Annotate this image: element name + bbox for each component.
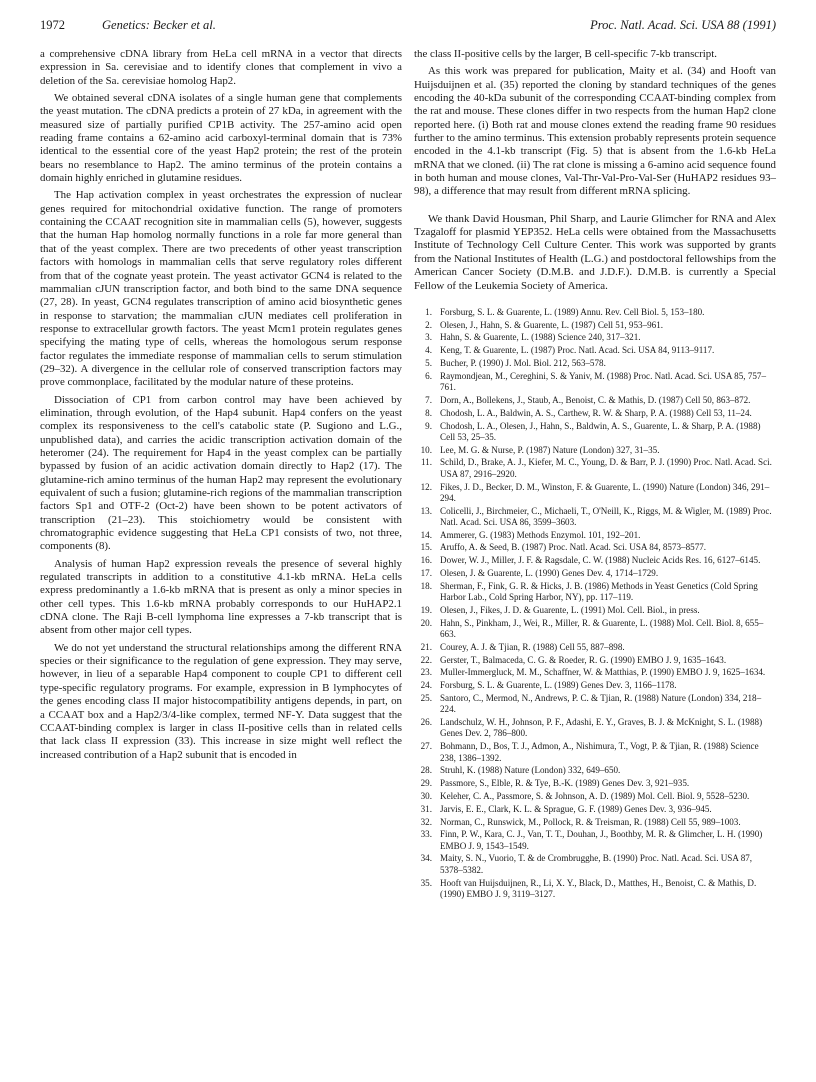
reference-text: Norman, C., Runswick, M., Pollock, R. & Treisman, R. (1988) Cell 55, 989–1003. xyxy=(440,816,741,827)
reference-item xyxy=(414,791,776,802)
reference-text: Hooft van Huijsduijnen, R., Li, X. Y., Black, D., Matthes, H., Benoist, C. & Mathis, D. (1990) EMBO J. 9, 3119–3127. xyxy=(440,877,757,899)
right-column xyxy=(414,48,776,902)
reference-item xyxy=(414,581,776,604)
reference-text: Fikes, J. D., Becker, D. M., Winston, F. & Guarente, L. (1990) Nature (London) 346, 291–294. xyxy=(440,481,770,503)
reference-number: 3. xyxy=(425,332,432,343)
reference-number: 32. xyxy=(420,816,432,827)
reference-text: Olesen, J., Fikes, J. D. & Guarente, L. (1991) Mol. Cell. Biol., in press. xyxy=(440,604,700,615)
reference-item xyxy=(414,421,776,444)
reference-text: Passmore, S., Elble, R. & Tye, B.-K. (1989) Genes Dev. 3, 921–935. xyxy=(440,778,690,789)
reference-item xyxy=(414,345,776,356)
reference-item xyxy=(414,817,776,828)
reference-text: Finn, P. W., Kara, C. J., Van, T. T., Douhan, J., Boothby, M. R. & Glimcher, L. H. (1990) EMBO J. 9, 1543–1549. xyxy=(440,829,763,851)
paragraph: The Hap activation complex in yeast orchestrates the expression of nuclear genes required for mitochondrial oxidative function. The range of promoters containing the CCAAT recognition site in mammalian cells (5), however, suggests that the human Hap homolog normally functions in a role far more general than that of the yeast complex. There are two precedents of other yeast transcription factors with homologs in mammalian cells that serve regulatory roles different from that of the cognate yeast protein. The yeast activator GCN4 is related to the mammalian cJUN transcription factor, and both bind to the same DNA sequence (27, 28). In yeast, GCN4 regulates transcription of amino acid biosynthetic genes in response to starvation; the mammalian cJUN mediates cell proliferation in response to extracellular growth factors. The yeast Mcm1 protein regulates genes specifying the mating type of cells, whereas the homologous serum response factor regulates the immediate response of mammalian cells to serum stimulation (29–32). A divergence in the cellular role of conserved transcription factors may prove commonplace, facilitated by the modular nature of these proteins. xyxy=(40,189,402,389)
paragraph: the class II-positive cells by the larger, B cell-specific 7-kb transcript. xyxy=(414,48,717,60)
reference-number: 26. xyxy=(420,717,432,728)
reference-number: 4. xyxy=(425,345,432,356)
reference-item xyxy=(414,741,776,764)
page-header xyxy=(40,18,776,38)
reference-item xyxy=(414,555,776,566)
reference-text: Keleher, C. A., Passmore, S. & Johnson, A. D. (1989) Mol. Cell. Biol. 9, 5528–5230. xyxy=(440,790,750,801)
reference-number: 33. xyxy=(420,829,432,840)
reference-text: Bohmann, D., Bos, T. J., Admon, A., Nishimura, T., Vogt, P. & Tjian, R. (1988) Science 238, 1386–1392. xyxy=(440,741,759,763)
reference-text: Lee, M. G. & Nurse, P. (1987) Nature (London) 327, 31–35. xyxy=(440,444,660,455)
reference-number: 24. xyxy=(420,680,432,691)
running-title: Genetics: Becker et al. xyxy=(102,18,216,32)
reference-number: 27. xyxy=(420,741,432,752)
reference-item xyxy=(414,408,776,419)
reference-text: Hahn, S., Pinkham, J., Wei, R., Miller, R. & Guarente, L. (1988) Mol. Cell. Biol. 8, 655–663. xyxy=(440,617,764,640)
reference-item xyxy=(414,765,776,776)
reference-number: 17. xyxy=(420,568,432,579)
reference-number: 14. xyxy=(420,529,432,540)
reference-number: 11. xyxy=(420,457,432,468)
reference-number: 22. xyxy=(420,654,432,665)
paragraph: a comprehensive cDNA library from HeLa cell mRNA in a vector that directs expression in Sa. cerevisiae and to identify clones that complement in vivo a deletion of the Sa. cerevisiae homolog Hap2. xyxy=(40,48,402,87)
reference-text: Schild, D., Brake, A. J., Kiefer, M. C., Young, D. & Barr, P. J. (1990) Proc. Natl. Acad. Sci. USA 87, 2916–2920. xyxy=(440,457,772,479)
reference-item xyxy=(414,618,776,641)
reference-number: 7. xyxy=(425,394,432,405)
paragraph: Analysis of human Hap2 expression reveals the presence of several highly regulated transcripts in addition to a constitutive 4.1-kb mRNA. HeLa cells express predominantly a 1.6-kb mRNA that is present as only a minor species in other cell types. This 1.6-kb mRNA probably corresponds to our HuHAP2.1 cDNA clone. The Raji B-cell lymphoma line expresses a 7-kb transcript that is absent from other major cell types. xyxy=(40,557,402,637)
reference-text: Forsburg, S. L. & Guarente, L. (1989) Annu. Rev. Cell Biol. 5, 153–180. xyxy=(440,306,705,317)
reference-number: 5. xyxy=(425,358,432,369)
reference-list xyxy=(414,307,776,900)
reference-item xyxy=(414,642,776,653)
reference-number: 25. xyxy=(420,693,432,704)
reference-number: 19. xyxy=(420,604,432,615)
reference-number: 2. xyxy=(425,319,432,330)
reference-text: Muller-Immergluck, M. M., Schaffner, W. & Matthias, P. (1990) EMBO J. 9, 1625–1634. xyxy=(440,667,766,678)
reference-text: Colicelli, J., Birchmeier, C., Michaeli, T., O'Neill, K., Riggs, M. & Wigler, M. (1989) Proc. Natl. Acad. Sci. USA 86, 3599–3603. xyxy=(440,505,772,527)
reference-item xyxy=(414,506,776,529)
paragraph: We obtained several cDNA isolates of a single human gene that complements the yeast mutation. The cDNA predicts a protein of 27 kDa, in agreement with the measured size of partially purified CP1B activity. The 257-amino acid open reading frame contains a 62-amino acid carboxyl-terminal domain that is 73% identical to the essential core of the yeast Hap2 protein; the rest of the protein bears no resemblance to Hap2. The amino terminus of the protein contains a domain highly enriched in glutamine residues. xyxy=(40,92,402,185)
reference-number: 15. xyxy=(420,542,432,553)
reference-number: 13. xyxy=(420,505,432,516)
reference-text: Courey, A. J. & Tjian, R. (1988) Cell 55, 887–898. xyxy=(440,641,625,652)
reference-text: Chodosh, L. A., Olesen, J., Hahn, S., Baldwin, A. S., Guarente, L. & Sharp, P. A. (1988) Cell 53, 25–35. xyxy=(440,420,761,442)
reference-item xyxy=(414,371,776,394)
reference-item xyxy=(414,878,776,901)
reference-number: 35. xyxy=(420,877,432,888)
reference-item xyxy=(414,717,776,740)
reference-item xyxy=(414,853,776,876)
reference-item xyxy=(414,778,776,789)
reference-text: Gerster, T., Balmaceda, C. G. & Roeder, R. G. (1990) EMBO J. 9, 1635–1643. xyxy=(440,654,727,665)
reference-item xyxy=(414,568,776,579)
paragraph: Dissociation of CP1 from carbon control may have been achieved by elimination, through evolution, of the Hap4 subunit. Hap4 confers on the yeast complex its responsiveness to the cell's catabolic state (P. Sugiono and L.G., unpublished data), and carries the acidic transcription activation domain of the heteromer (24). The requirement for Hap4 in the yeast complex can be partially bypassed by fusion of an acidic activation domain directly to Hap2 (17). The glutamine-rich amino terminus of the human Hap2 may represent the evolutionary equivalent of such a fusion; glutamine-rich regions of the mammalian transcription factors Sp1 and OTF-2 (Oct-2) have been shown to be potent activators of transcription (21–23). This stoichiometry would be consistent with chromatographic evidence suggesting that HeLa CP1 consists of two, not three, components (8). xyxy=(40,393,402,553)
reference-item xyxy=(414,804,776,815)
paragraph: As this work was prepared for publication, Maity et al. (34) and Hooft van Huijsduijnen et al. (35) reported the cloning by standard techniques of the genes encoding the 40-kDa subunit of the corresponding CCAAT-binding complex from the rat and mouse. These clones differ in two respects from the human Hap2 clone reported here. (i) Both rat and mouse clones extend the reading frame 90 residues further to the amino terminus. This extension probably represents protein sequence encoded in the 4.1-kb transcript (Fig. 5) that is absent from the 1.6-kb HeLa mRNA that we cloned. (ii) The rat clone is missing a 6-amino acid sequence found in both human and mouse clones, Val-Thr-Val-Pro-Val-Ser (HuHAP2 residues 93–98), a difference that may result from different mRNA splicing. xyxy=(414,65,776,198)
reference-number: 12. xyxy=(420,481,432,492)
reference-number: 21. xyxy=(420,641,432,652)
reference-number: 23. xyxy=(420,667,432,678)
reference-number: 31. xyxy=(420,803,432,814)
reference-item xyxy=(414,358,776,369)
acknowledgment: We thank David Housman, Phil Sharp, and Laurie Glimcher for RNA and Alex Tzagaloff for plasmid YEP352. HeLa cells were obtained from the Massachusetts Institute of Technology Cell Culture Center. This work was supported by grants from the National Institutes of Health (L.G.) and postdoctoral fellowships from the American Cancer Society (D.M.B. and J.D.F.). D.M.B. is currently a Special Fellow of the Leukemia Society of America. xyxy=(414,212,776,292)
reference-number: 10. xyxy=(420,444,432,455)
reference-item xyxy=(414,680,776,691)
reference-item xyxy=(414,395,776,406)
reference-text: Olesen, J., Hahn, S. & Guarente, L. (1987) Cell 51, 953–961. xyxy=(440,319,664,330)
reference-text: Aruffo, A. & Seed, B. (1987) Proc. Natl. Acad. Sci. USA 84, 8573–8577. xyxy=(440,542,707,553)
paragraph: We do not yet understand the structural relationships among the different RNA species or their significance to the regulation of gene expression. They may serve, however, in lieu of a separable Hap4 component to couple CP1 to different cell type-specific regulatory programs. For example, expression in B lymphocytes of the genes encoding class II major histocompatibility antigens depends, in part, on a CCAAT box and a Hap2/3/4-like complex, termed NF-Y. Data suggest that the CCAAT-binding complex is larger in class II-positive cells than in related cells that lack class II expression (33). This increase in size might well reflect the increased contribution of a Hap2 subunit that is encoded in xyxy=(40,641,402,761)
reference-number: 30. xyxy=(420,790,432,801)
reference-number: 18. xyxy=(420,580,432,591)
reference-text: Santoro, C., Mermod, N., Andrews, P. C. & Tjian, R. (1988) Nature (London) 334, 218–224. xyxy=(440,693,762,715)
reference-number: 1. xyxy=(425,306,432,317)
reference-item xyxy=(414,320,776,331)
reference-item xyxy=(414,605,776,616)
reference-item xyxy=(414,332,776,343)
reference-item xyxy=(414,482,776,505)
reference-number: 16. xyxy=(420,555,432,566)
reference-text: Landschulz, W. H., Johnson, P. F., Adashi, E. Y., Graves, B. J. & McKnight, S. L. (1988) Genes Dev. 2, 786–800. xyxy=(440,717,763,739)
reference-text: Olesen, J. & Guarente, L. (1990) Genes Dev. 4, 1714–1729. xyxy=(440,568,659,579)
left-column xyxy=(40,48,402,762)
reference-text: Forsburg, S. L. & Guarente, L. (1989) Genes Dev. 3, 1166–1178. xyxy=(440,680,677,691)
reference-item xyxy=(414,542,776,553)
reference-number: 9. xyxy=(425,420,432,431)
reference-item xyxy=(414,655,776,666)
reference-item xyxy=(414,530,776,541)
reference-text: Sherman, F., Fink, G. R. & Hicks, J. B. (1986) Methods in Yeast Genetics (Cold Spring Harbor Lab., Cold Spring Harbor, NY), pp. 117–119. xyxy=(440,580,758,603)
reference-item xyxy=(414,829,776,852)
reference-text: Maity, S. N., Vuorio, T. & de Crombrugghe, B. (1990) Proc. Natl. Acad. Sci. USA 87, 5378–5382. xyxy=(440,853,753,875)
reference-item xyxy=(414,307,776,318)
reference-number: 29. xyxy=(420,778,432,789)
reference-item xyxy=(414,667,776,678)
reference-number: 28. xyxy=(420,765,432,776)
reference-item xyxy=(414,693,776,716)
reference-item xyxy=(414,445,776,456)
reference-text: Struhl, K. (1988) Nature (London) 332, 649–650. xyxy=(440,765,621,776)
reference-number: 6. xyxy=(425,370,432,381)
reference-text: Ammerer, G. (1983) Methods Enzymol. 101, 192–201. xyxy=(440,529,641,540)
reference-number: 20. xyxy=(420,617,432,628)
reference-text: Jarvis, E. E., Clark, K. L. & Sprague, G. F. (1989) Genes Dev. 3, 936–945. xyxy=(440,803,712,814)
reference-text: Dower, W. J., Miller, J. F. & Ragsdale, C. W. (1988) Nucleic Acids Res. 16, 6127–6145. xyxy=(440,555,761,566)
reference-text: Raymondjean, M., Cereghini, S. & Yaniv, M. (1988) Proc. Natl. Acad. Sci. USA 85, 757–761. xyxy=(440,370,767,393)
reference-number: 8. xyxy=(425,407,432,418)
reference-text: Keng, T. & Guarente, L. (1987) Proc. Natl. Acad. Sci. USA 84, 9113–9117. xyxy=(440,345,715,356)
reference-text: Dorn, A., Bollekens, J., Staub, A., Benoist, C. & Mathis, D. (1987) Cell 50, 863–872. xyxy=(440,394,751,405)
reference-item xyxy=(414,457,776,480)
reference-number: 34. xyxy=(420,853,432,864)
journal-citation: Proc. Natl. Acad. Sci. USA 88 (1991) xyxy=(590,18,776,32)
reference-text: Bucher, P. (1990) J. Mol. Biol. 212, 563–578. xyxy=(440,358,606,369)
reference-text: Chodosh, L. A., Baldwin, A. S., Carthew, R. W. & Sharp, P. A. (1988) Cell 53, 11–24. xyxy=(440,407,752,418)
reference-text: Hahn, S. & Guarente, L. (1988) Science 240, 317–321. xyxy=(440,332,641,343)
page-number: 1972 xyxy=(40,18,65,32)
